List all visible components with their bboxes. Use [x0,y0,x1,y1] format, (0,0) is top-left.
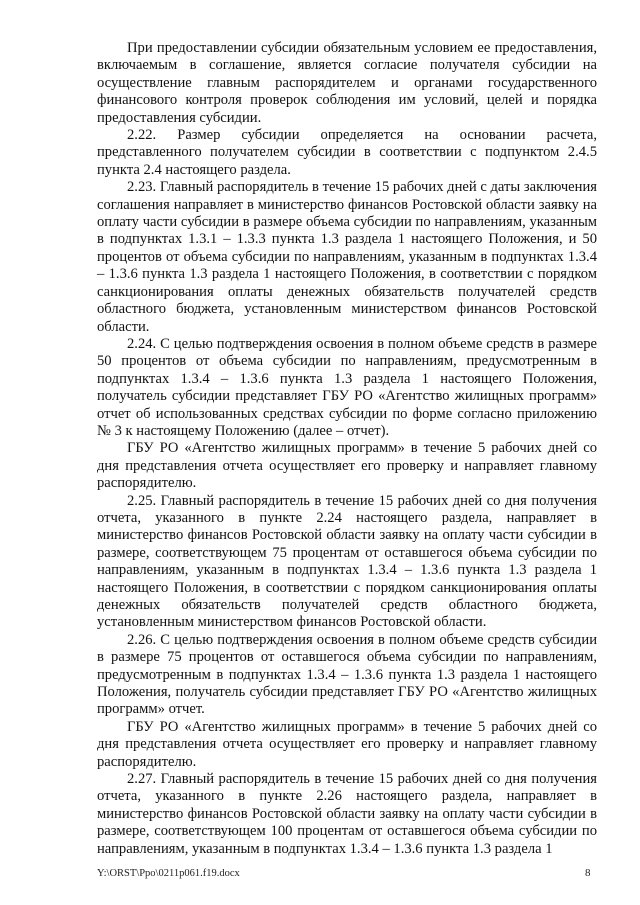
footer-file-path: Y:\ORST\Ppo\0211p061.f19.docx [97,868,240,879]
paragraph-subsidy-condition: При предоставлении субсидии обязательным условием ее предоставления, включаемым в соглашение, является согласие получателя субсидии на осуществление главным распорядителем и органами государственного финансового контроля проверок соблюдения им условий, целей и порядка предоставления субсидии. [97,40,597,126]
paragraph-2-26: 2.26. С целью подтверждения освоения в полном объеме средств субсидии в размере 75 процентов от оставшегося объема субсидии по направлениям, предусмотренным в подпунктах 1.3.4 – 1.3.6 пункта 1.3 раздела 1 настоящего Положения, получатель субсидии представляет ГБУ РО «Агентство жилищных программ» отчет. [97,631,597,718]
paragraph-2-22: 2.22. Размер субсидии определяется на основании расчета, представленного получателем субсидии в соответствии с подпунктом 2.4.5 пункта 2.4 настоящего раздела. [97,127,597,178]
page-number: 8 [585,867,591,879]
paragraph-2-25: 2.25. Главный распорядитель в течение 15 рабочих дней со дня получения отчета, указанного в пункте 2.24 настоящего раздела, направляет в министерство финансов Ростовской области заявку на оплату части субсидии в размере, соответствующем 75 процентам от оставшегося объема субсидии по направлениям, указанным в подпунктах 1.3.4 – 1.3.6 пункта 1.3 раздела 1 настоящего Положения, в соответствии с порядком санкционирования оплаты денежных обязательств получателей средств областного бюджета, установленным министерством финансов Ростовской области. [97,492,597,631]
paragraph-2-24-agency-check: ГБУ РО «Агентство жилищных программ» в течение 5 рабочих дней со дня представления отчета осуществляет его проверку и направляет главному распорядителю. [97,440,597,492]
document-body [97,40,597,858]
paragraph-2-23: 2.23. Главный распорядитель в течение 15 рабочих дней с даты заключения соглашения направляет в министерство финансов Ростовской области заявку на оплату части субсидии в размере объема субсидии по направлениям, указанным в подпунктах 1.3.1 – 1.3.3 пункта 1.3 раздела 1 настоящего Положения, и 50 процентов от объема субсидии по направлениям, указанным в подпунктах 1.3.4 – 1.3.6 пункта 1.3 раздела 1 настоящего Положения, в соответствии с порядком санкционирования оплаты денежных обязательств получателей средств областного бюджета, установленным министерством финансов Ростовской области. [97,179,597,335]
paragraph-2-24: 2.24. С целью подтверждения освоения в полном объеме средств в размере 50 процентов от объема субсидии по направлениям, предусмотренным в подпунктах 1.3.4 – 1.3.6 пункта 1.3 раздела 1 настоящего Положения, получатель субсидии представляет ГБУ РО «Агентство жилищных программ» отчет об использованных средствах субсидии по форме согласно приложению № 3 к настоящему Положению (далее – отчет). [97,335,597,439]
paragraph-2-26-agency-check: ГБУ РО «Агентство жилищных программ» в течение 5 рабочих дней со дня представления отчета осуществляет его проверку и направляет главному распорядителю. [97,718,597,770]
paragraph-2-27: 2.27. Главный распорядитель в течение 15 рабочих дней со дня получения отчета, указанного в пункте 2.26 настоящего раздела, направляет в министерство финансов Ростовской области заявку на оплату части субсидии в размере, соответствующем 100 процентам от оставшегося объема субсидии по направлениям, указанным в подпунктах 1.3.4 – 1.3.6 пункта 1.3 раздела 1 [97,771,597,857]
